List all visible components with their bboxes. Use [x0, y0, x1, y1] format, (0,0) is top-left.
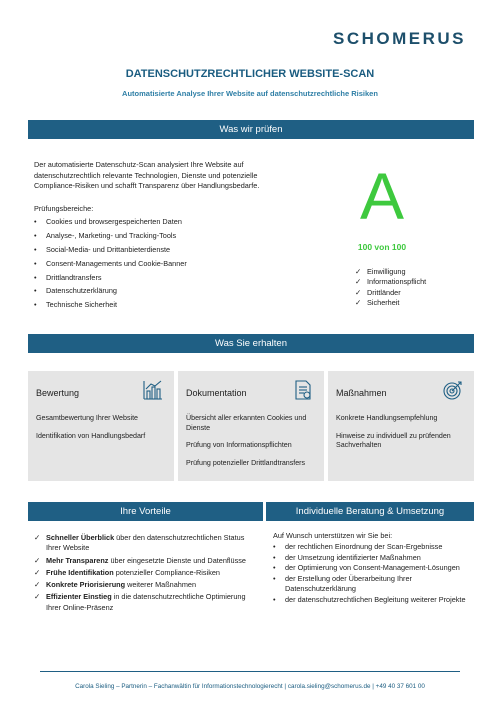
- grade-letter: A: [359, 159, 405, 233]
- list-item: • Technische Sicherheit: [34, 300, 294, 311]
- card-item: Konkrete Handlungsempfehlung: [336, 414, 438, 422]
- footer-divider: [40, 671, 460, 672]
- card-dokumentation: [178, 371, 324, 481]
- consulting-list: [273, 542, 468, 605]
- list-item: • Cookies und browsergespeicherten Daten: [34, 217, 294, 228]
- list-item: • Analyse-, Marketing- und Tracking-Tools: [34, 231, 294, 242]
- footer-contact: Carola Sieling – Partnerin – Fachanwältin für Informationstechnologierecht | carola.sieling@schomerus.de | +49 40 37 601 00: [75, 683, 425, 690]
- document-icon: [292, 379, 314, 406]
- check-item: ✓ Drittländer: [355, 288, 475, 298]
- card-item: Übersicht aller erkannten Cookies und Dienste: [186, 414, 307, 432]
- target-icon: [442, 379, 464, 406]
- card-title: Maßnahmen: [336, 388, 387, 398]
- list-item: • der Optimierung von Consent-Management-Lösungen: [273, 563, 468, 574]
- page-subtitle: Automatisierte Analyse Ihrer Website auf datenschutzrechtliche Risiken: [122, 89, 378, 98]
- section-header-was-sie-erhalten: Was Sie erhalten: [28, 334, 474, 353]
- consulting-intro: Auf Wunsch unterstützen wir Sie bei:: [273, 531, 393, 540]
- card-item: Prüfung potenzieller Drittlandtransfers: [186, 458, 306, 467]
- card-item: Hinweise zu individuell zu prüfenden Sachverhalten: [336, 431, 451, 449]
- bar-chart-icon: [142, 379, 164, 406]
- areas-label: Prüfungsbereiche:: [34, 204, 94, 213]
- list-item: • der Erstellung oder Überarbeitung Ihrer Datenschutzerklärung: [273, 574, 468, 595]
- areas-list: [34, 217, 294, 314]
- check-item: ✓ Informationspflicht: [355, 277, 475, 287]
- advantage-item: ✓ Schneller Überblick über den datenschutzrechtlichen Status Ihrer Website: [34, 533, 258, 554]
- card-massnahmen: [328, 371, 474, 481]
- card-item: Identifikation von Handlungsbedarf: [36, 431, 146, 440]
- list-item: • der rechtlichen Einordnung der Scan-Ergebnisse: [273, 542, 468, 553]
- section-header-was-wir-pruefen: Was wir prüfen: [28, 120, 474, 139]
- list-item: • der datenschutzrechtlichen Begleitung weiterer Projekte: [273, 595, 468, 606]
- list-item: • der Umsetzung identifizierter Maßnahmen: [273, 553, 468, 564]
- list-item: • Consent-Managements und Cookie-Banner: [34, 259, 294, 270]
- card-item: Gesamtbewertung Ihrer Website: [36, 414, 138, 422]
- advantage-item: ✓ Mehr Transparenz über eingesetzte Dienste und Datenflüsse: [34, 556, 258, 566]
- check-item: ✓ Sicherheit: [355, 298, 475, 308]
- list-item: • Datenschutzerklärung: [34, 286, 294, 297]
- page-title: DATENSCHUTZRECHTLICHER WEBSITE-SCAN: [125, 68, 375, 80]
- advantage-item: ✓ Frühe Identifikation potenzieller Compliance-Risiken: [34, 568, 258, 578]
- intro-text: Der automatisierte Datenschutz-Scan analysiert Ihre Website auf datenschutzrechtlich relevante Technologien, Dienste und potenzielle Compliance-Risiken und schafft Transparenz über Handlungsbedarfe.: [34, 160, 260, 190]
- checks-list: [355, 267, 475, 308]
- check-item: ✓ Einwilligung: [355, 267, 475, 277]
- brand-logo: SCHOMERUS: [332, 29, 466, 48]
- list-item: • Drittlandtransfers: [34, 273, 294, 284]
- score-value: 100 von 100: [357, 242, 407, 252]
- advantages-list: [34, 533, 258, 615]
- section-header-ihre-vorteile: Ihre Vorteile: [28, 502, 263, 521]
- list-item: • Social-Media- und Drittanbieterdienste: [34, 245, 294, 256]
- card-title: Dokumentation: [186, 388, 247, 398]
- section-header-beratung: Individuelle Beratung & Umsetzung: [266, 502, 474, 521]
- advantage-item: ✓ Konkrete Priorisierung weiterer Maßnahmen: [34, 580, 258, 590]
- card-bewertung: [28, 371, 174, 481]
- advantage-item: ✓ Effizienter Einstieg in die datenschutzrechtliche Optimierung Ihrer Online-Präsenz: [34, 592, 258, 613]
- card-title: Bewertung: [36, 388, 80, 398]
- card-item: Prüfung von Informationspflichten: [186, 441, 292, 449]
